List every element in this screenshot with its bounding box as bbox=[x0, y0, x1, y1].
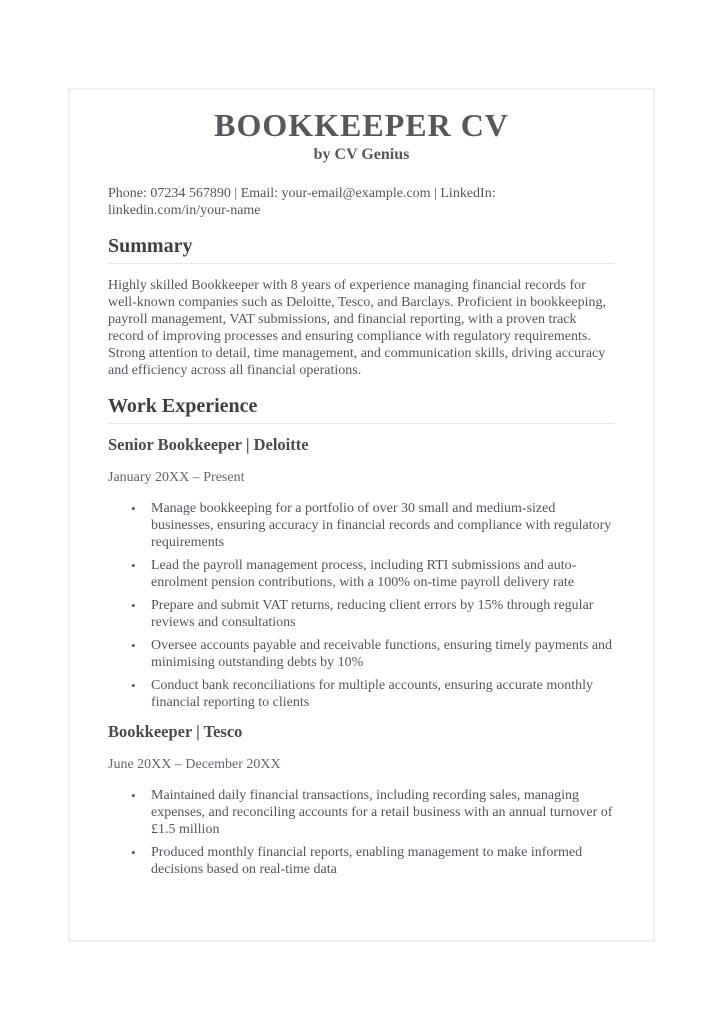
job-bullet: • Produced monthly financial reports, enabling management to make informed decisions based on real-time data bbox=[151, 844, 615, 878]
job-dates-tesco: June 20XX – December 20XX bbox=[108, 757, 281, 772]
job-title-deloitte: Senior Bookkeeper | Deloitte bbox=[108, 435, 309, 454]
job-dates-deloitte: January 20XX – Present bbox=[108, 470, 245, 485]
cv-page bbox=[68, 88, 655, 942]
job-bullet: • Prepare and submit VAT returns, reducing client errors by 15% through regular reviews and consultations bbox=[151, 597, 615, 631]
job-bullet: • Manage bookkeeping for a portfolio of over 30 small and medium-sized businesses, ensuring accuracy in financial records and compliance with regulatory requirements bbox=[151, 500, 615, 551]
job-bullet-list-deloitte bbox=[108, 500, 615, 711]
cv-title: BOOKKEEPER CV bbox=[214, 107, 509, 143]
section-heading-work-experience: Work Experience bbox=[108, 396, 615, 424]
job-bullet: • Maintained daily financial transactions, including recording sales, managing expenses, and reconciling accounts for a retail business with an annual turnover of £1.5 million bbox=[151, 787, 615, 838]
section-heading-summary: Summary bbox=[108, 236, 615, 264]
job-bullet: • Conduct bank reconciliations for multiple accounts, ensuring accurate monthly financial reporting to clients bbox=[151, 677, 615, 711]
contact-line: Phone: 07234 567890 | Email: your-email@example.com | LinkedIn: linkedin.com/in/your-name bbox=[108, 186, 496, 218]
summary-text: Highly skilled Bookkeeper with 8 years of experience managing financial records for well-known companies such as Deloitte, Tesco, and Barclays. Proficient in bookkeeping, payroll management, VAT submissions, and financial reporting, with a proven track record of improving processes and ensuring compliance with regulatory requirements. Strong attention to detail, time management, and communication skills, driving accuracy and efficiency across all financial operations. bbox=[108, 278, 606, 378]
job-bullet: • Lead the payroll management process, including RTI submissions and auto-enrolment pension contributions, with a 100% on-time payroll delivery rate bbox=[151, 557, 615, 591]
cv-subtitle: by CV Genius bbox=[313, 146, 410, 163]
job-bullet-list-tesco bbox=[108, 787, 615, 878]
job-bullet: • Oversee accounts payable and receivable functions, ensuring timely payments and minimising outstanding debts by 10% bbox=[151, 637, 615, 671]
job-title-tesco: Bookkeeper | Tesco bbox=[108, 722, 243, 741]
